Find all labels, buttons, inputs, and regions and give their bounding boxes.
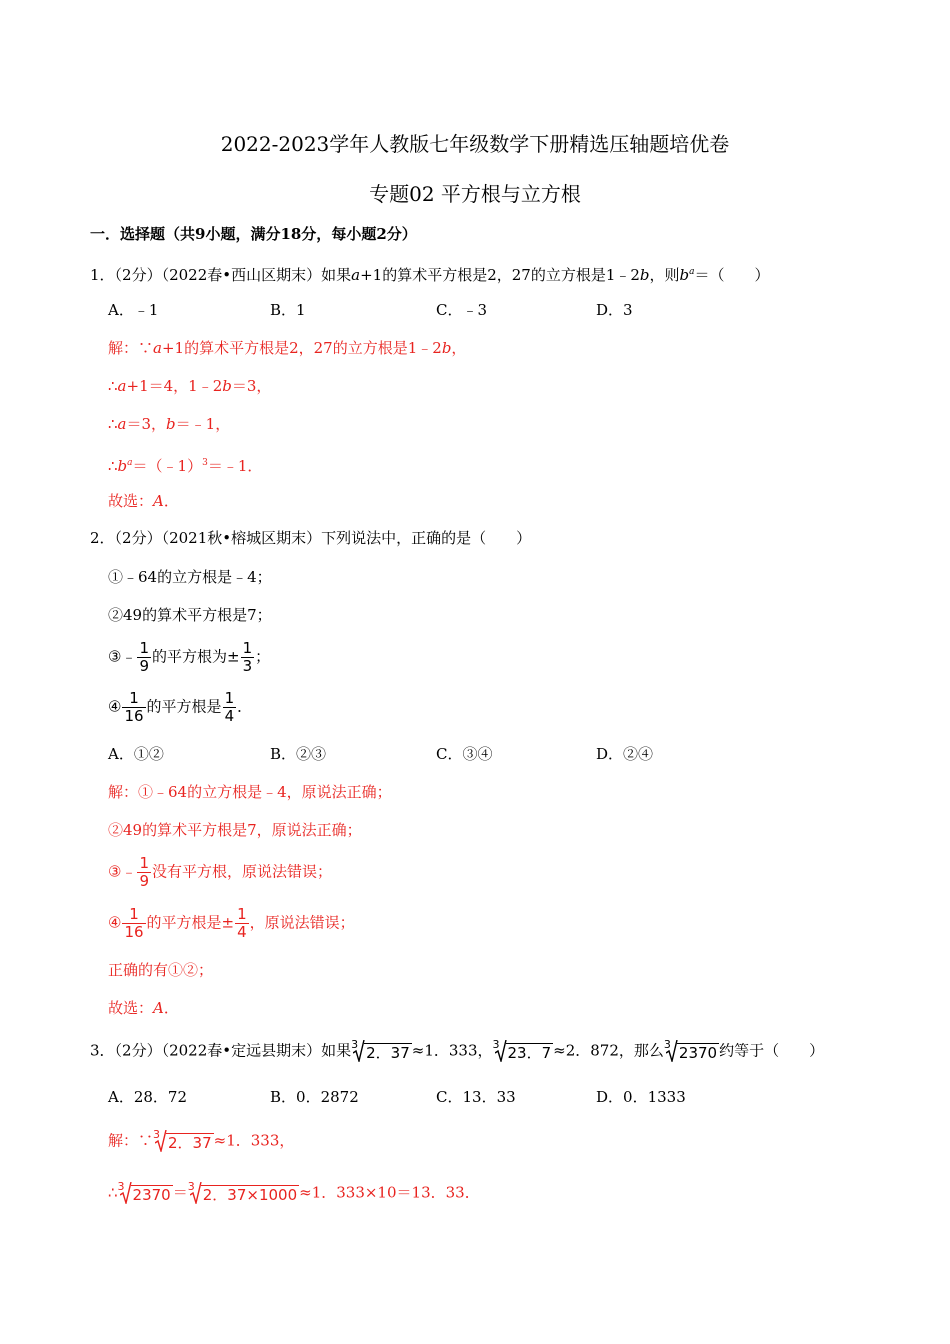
q2-option-c: C．③④	[436, 745, 493, 763]
q2-option-a: A．①②	[108, 745, 164, 763]
q1-stem: 1．（2分）（2022春•西山区期末）如果a+1的算术平方根是2，27的立方根是1﹣2b，则$b^a=$（ ）	[90, 266, 770, 284]
q2-stem: 2．（2分）（2021秋•榕城区期末）下列说法中，正确的是（ ）	[90, 529, 532, 547]
q1-solution-line-3: ∴a＝3，b＝﹣1，	[108, 415, 231, 433]
q3-solution-line-1: 解：∵ 3 2．37 ≈1．333，	[108, 1128, 295, 1152]
q2-statement-4: ④ $\frac{1}{16}$ 的平方根是 $\frac{1}{4}$ ．	[108, 689, 253, 725]
q1-solution-answer: 故选：A．	[108, 492, 179, 510]
q1-options	[108, 300, 808, 320]
cube-root: 3 2．37	[351, 1038, 410, 1062]
q2-solution-line-5: 正确的有①②；	[108, 961, 214, 979]
document-subtitle: 专题02 平方根与立方根	[369, 182, 581, 206]
cube-root: 3 2．37×1000	[187, 1180, 298, 1204]
fraction: $\frac{1}{4}$	[237, 905, 247, 941]
q2-solution-answer: 故选：A．	[108, 999, 179, 1017]
q2-solution-line-2: ②49的算术平方根是7，原说法正确；	[108, 821, 362, 839]
document-title: 2022-2023学年人教版七年级数学下册精选压轴题培优卷	[220, 132, 730, 156]
q2-option-d: D．②④	[596, 745, 654, 763]
cube-root: 3 2．37	[153, 1128, 212, 1152]
q2-statement-2: ②49的算术平方根是7；	[108, 606, 272, 624]
q1-solution-line-1: 解：∵a+1的算术平方根是2，27的立方根是1﹣2b，	[108, 339, 467, 357]
cube-root: 3 2370	[117, 1180, 171, 1204]
fraction: $\frac{1}{9}$	[139, 854, 149, 890]
fraction: $\frac{1}{16}$	[124, 689, 144, 725]
q3-option-a: A．28．72	[108, 1088, 188, 1106]
q2-options	[108, 744, 808, 764]
q3-option-c: C．13．33	[436, 1088, 516, 1106]
q1-option-d: D．3	[596, 301, 633, 319]
q2-option-b: B．②③	[270, 745, 327, 763]
q2-solution-line-4: ④ $\frac{1}{16}$ 的平方根是± $\frac{1}{4}$ ，原说法错误；	[108, 905, 355, 941]
fraction: $\frac{1}{16}$	[124, 905, 144, 941]
q1-solution-line-2: ∴a+1＝4，1﹣2b＝3，	[108, 377, 272, 395]
q2-statement-3: ③﹣ $\frac{1}{9}$ 的平方根为± $\frac{1}{3}$ ；	[108, 639, 271, 675]
cube-root: 3 2370	[663, 1038, 718, 1062]
cube-root: 3 23．7	[492, 1038, 552, 1062]
q3-option-b: B．0．2872	[270, 1088, 359, 1106]
q1-option-b: B．1	[270, 301, 306, 319]
fraction: $\frac{1}{9}$	[139, 639, 149, 675]
q2-solution-line-3: ③﹣ $\frac{1}{9}$ 没有平方根，原说法错误；	[108, 854, 333, 890]
q3-option-d: D．0．1333	[596, 1088, 686, 1106]
q1-solution-line-4: $\therefore b^a=(﹣1)^3=﹣1$．	[108, 457, 263, 475]
q2-statement-1: ①﹣64的立方根是﹣4；	[108, 568, 272, 586]
q3-options	[108, 1087, 808, 1107]
q1-option-a: A．﹣1	[108, 301, 159, 319]
q3-solution-line-2: ∴ 3 2370 ＝ 3 2．37×1000 ≈1．333×10＝13．33．	[108, 1180, 480, 1204]
section-heading: 一．选择题（共9小题，满分18分，每小题2分）	[90, 225, 417, 243]
fraction: $\frac{1}{3}$	[242, 639, 253, 675]
q2-solution-line-1: 解：①﹣64的立方根是﹣4，原说法正确；	[108, 783, 392, 801]
q1-option-c: C．﹣3	[436, 301, 488, 319]
fraction: $\frac{1}{4}$	[224, 689, 235, 725]
q3-stem: 3．（2分）（2022春•定远县期末）如果 3 2．37 ≈1．333， 3 23．7 ≈2．872，那么 3 2370 约等于（ ）	[90, 1038, 825, 1062]
